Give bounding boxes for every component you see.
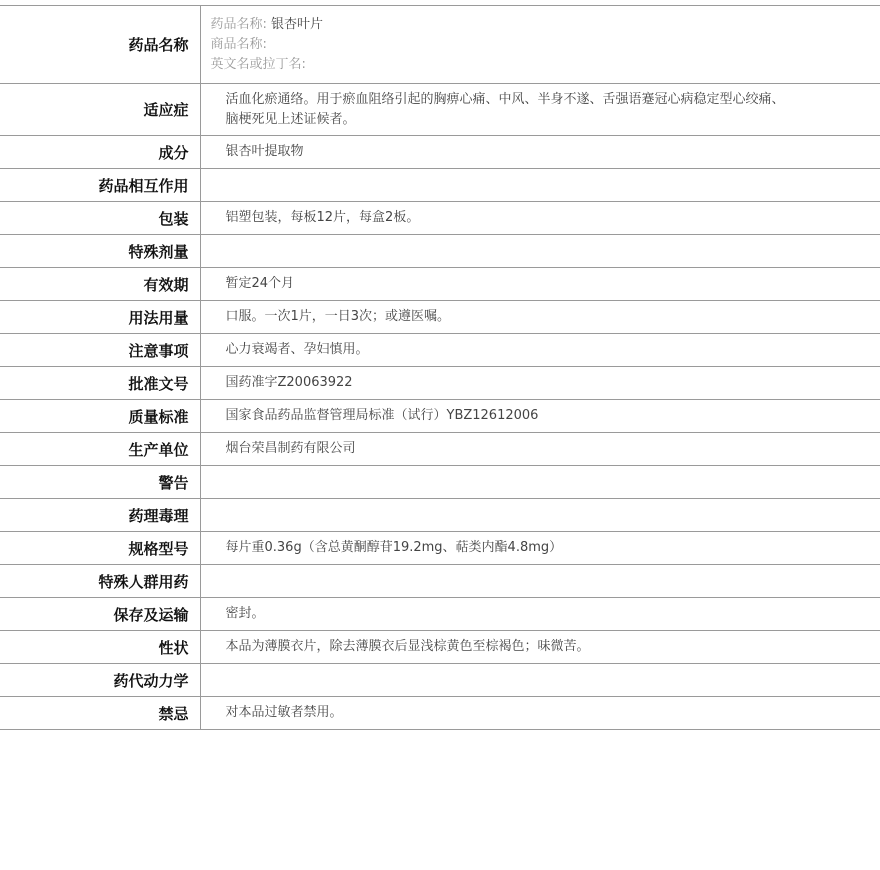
table-row-interactions — [0, 169, 880, 202]
row-label: 用法用量 — [0, 301, 200, 334]
row-value: 国药准字Z20063922 — [200, 367, 880, 400]
row-value: 暂定24个月 — [200, 268, 880, 301]
table-row-pharmacokinetics — [0, 664, 880, 697]
table-row-description — [0, 631, 880, 664]
row-value — [200, 84, 880, 136]
table-row-manufacturer — [0, 433, 880, 466]
table-row-special-populations — [0, 565, 880, 598]
table-row-ingredients — [0, 136, 880, 169]
table-row-drug-name — [0, 6, 880, 84]
generic-name-key: 药品名称: — [210, 16, 267, 32]
table-row-indication — [0, 84, 880, 136]
table-row-approval-number — [0, 367, 880, 400]
drug-name-cell — [200, 6, 880, 84]
row-value: 口服。一次1片，一日3次；或遵医嘱。 — [200, 301, 880, 334]
row-label: 药品名称 — [0, 6, 200, 84]
row-value: 密封。 — [200, 598, 880, 631]
row-value: 每片重0.36g（含总黄酮醇苷19.2mg、萜类内酯4.8mg） — [200, 532, 880, 565]
row-label: 包装 — [0, 202, 200, 235]
table-row-pharmacology — [0, 499, 880, 532]
table-row-warning — [0, 466, 880, 499]
row-label: 成分 — [0, 136, 200, 169]
table-row-packaging — [0, 202, 880, 235]
table-row-usage — [0, 301, 880, 334]
indication-text: 活血化瘀通络。用于瘀血阻络引起的胸痹心痛、中风、半身不遂、舌强语蹇冠心病稳定型心绞痛、脑梗死见上述证候者。 — [225, 91, 785, 127]
table-row-shelf-life — [0, 268, 880, 301]
row-value — [200, 466, 880, 499]
drug-spec-table — [0, 5, 880, 730]
trade-name-line — [211, 35, 861, 55]
row-label: 警告 — [0, 466, 200, 499]
row-value — [200, 499, 880, 532]
row-label: 有效期 — [0, 268, 200, 301]
row-label: 药理毒理 — [0, 499, 200, 532]
row-label: 药代动力学 — [0, 664, 200, 697]
row-value: 铝塑包装，每板12片，每盒2板。 — [200, 202, 880, 235]
english-name-key: 英文名或拉丁名: — [210, 56, 306, 72]
table-row-specification — [0, 532, 880, 565]
row-label: 特殊剂量 — [0, 235, 200, 268]
row-label: 注意事项 — [0, 334, 200, 367]
row-label: 禁忌 — [0, 697, 200, 730]
row-label: 药品相互作用 — [0, 169, 200, 202]
row-label: 性状 — [0, 631, 200, 664]
row-value: 对本品过敏者禁用。 — [200, 697, 880, 730]
generic-name-value: 银杏叶片 — [271, 16, 324, 32]
generic-name-line — [211, 15, 861, 35]
row-value: 银杏叶提取物 — [200, 136, 880, 169]
row-label: 质量标准 — [0, 400, 200, 433]
row-label: 生产单位 — [0, 433, 200, 466]
row-label: 批准文号 — [0, 367, 200, 400]
trade-name-key: 商品名称: — [210, 36, 267, 52]
row-label: 适应症 — [0, 84, 200, 136]
row-value: 本品为薄膜衣片，除去薄膜衣后显浅棕黄色至棕褐色；味微苦。 — [200, 631, 880, 664]
english-name-line — [211, 55, 861, 75]
table-row-special-dosage — [0, 235, 880, 268]
table-row-storage — [0, 598, 880, 631]
row-value — [200, 565, 880, 598]
row-label: 保存及运输 — [0, 598, 200, 631]
table-row-precautions — [0, 334, 880, 367]
row-value: 烟台荣昌制药有限公司 — [200, 433, 880, 466]
row-value: 国家食品药品监督管理局标准（试行）YBZ12612006 — [200, 400, 880, 433]
row-label: 规格型号 — [0, 532, 200, 565]
row-value — [200, 169, 880, 202]
row-value — [200, 664, 880, 697]
row-value: 心力衰竭者、孕妇慎用。 — [200, 334, 880, 367]
row-label: 特殊人群用药 — [0, 565, 200, 598]
table-row-contraindications — [0, 697, 880, 730]
table-row-quality-standard — [0, 400, 880, 433]
row-value — [200, 235, 880, 268]
